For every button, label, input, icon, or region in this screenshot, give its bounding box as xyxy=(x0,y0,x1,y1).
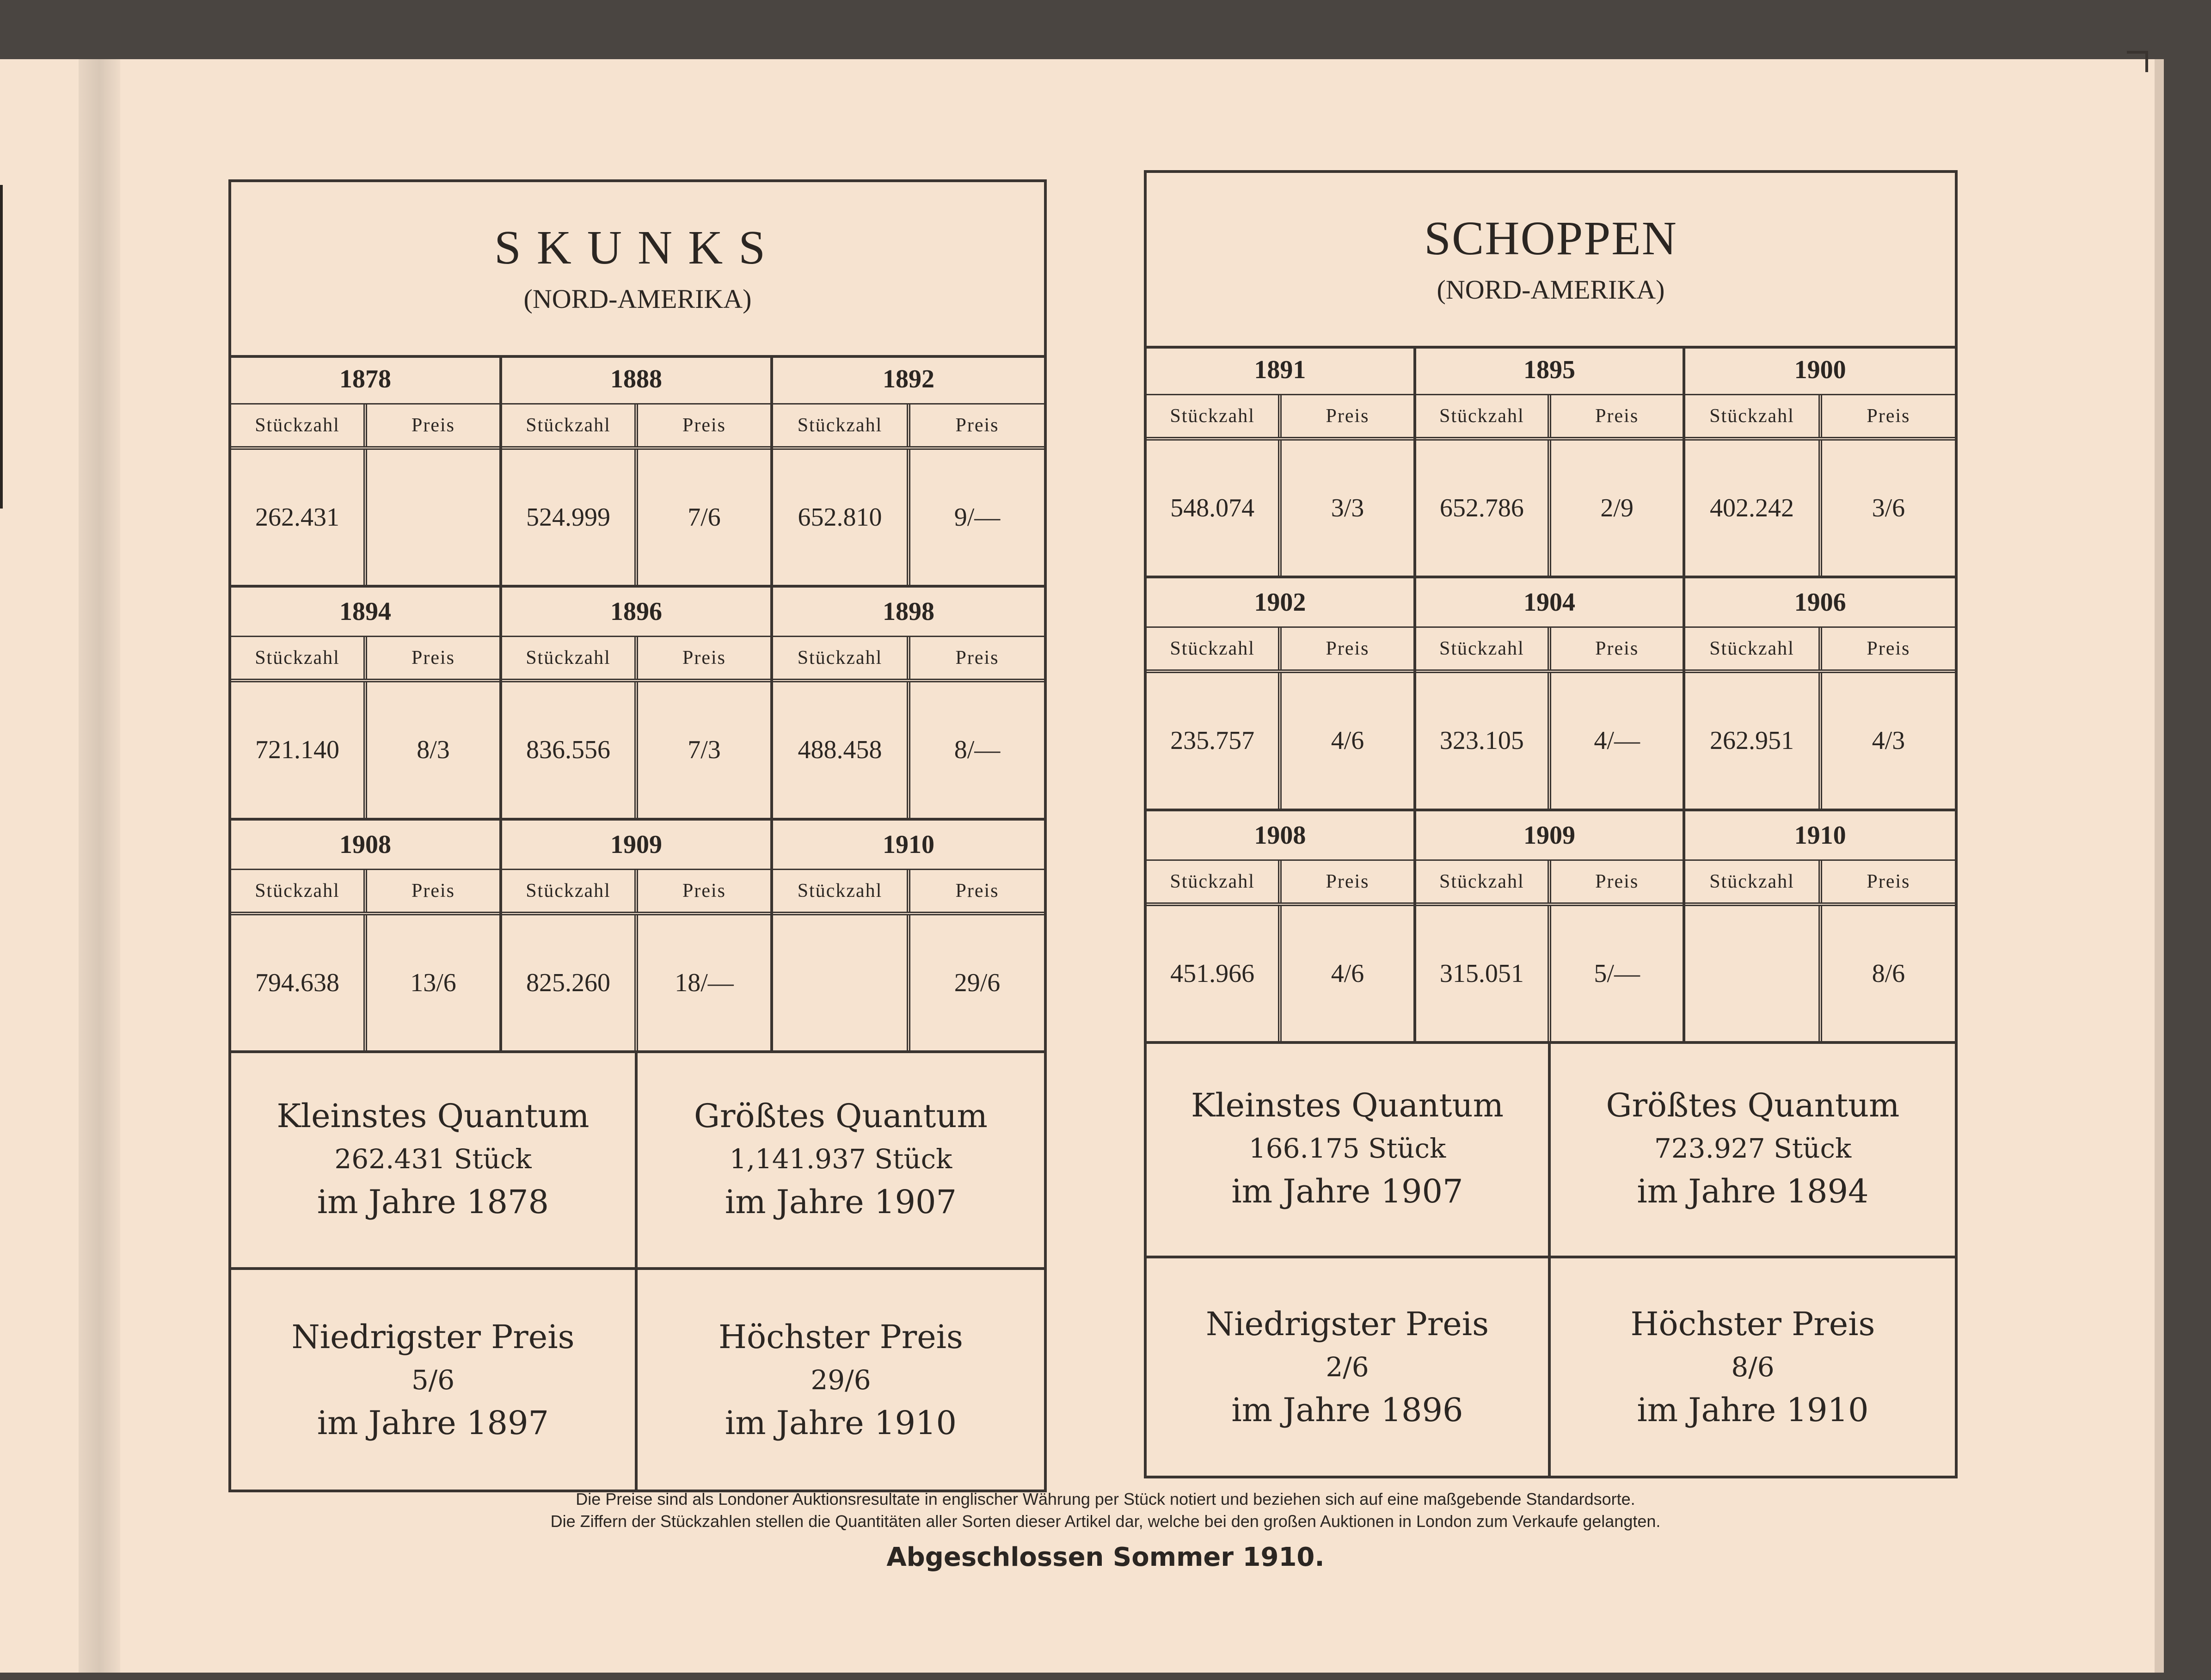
qty-value: 323.105 xyxy=(1416,673,1551,808)
summary-value: 262.431 Stück xyxy=(334,1143,532,1175)
year-block xyxy=(1416,346,1686,578)
footnote-quantities: Die Ziffern der Stückzahlen stellen die Quantitäten aller Sorten dieser Artikel dar, welche bei den großen Auktionen in London zum Verkaufe gelangten. xyxy=(550,1512,1661,1531)
price-header: Preis xyxy=(682,415,726,436)
qty-header: Stückzahl xyxy=(1147,861,1282,902)
page-subtitle: (NORD-AMERIKA) xyxy=(523,284,752,314)
skunks-title-box xyxy=(231,182,1044,358)
qty-value: 451.966 xyxy=(1147,906,1282,1041)
skunks-panel xyxy=(228,179,1047,1492)
schoppen-summary xyxy=(1147,1041,1955,1476)
price-header: Preis xyxy=(1867,405,1910,427)
year-block xyxy=(231,355,502,588)
summary-label: Niedrigster Preis xyxy=(291,1318,575,1356)
qty-value: 548.074 xyxy=(1147,441,1282,576)
page-title: SKUNKS xyxy=(494,221,781,274)
schoppen-panel xyxy=(1144,170,1958,1478)
qty-value: 836.556 xyxy=(502,682,638,817)
price-header: Preis xyxy=(1595,871,1639,892)
schoppen-year-grid xyxy=(1147,346,1955,1044)
price-value: 4/— xyxy=(1594,726,1640,755)
qty-value xyxy=(773,915,910,1050)
price-header: Preis xyxy=(1867,871,1910,892)
qty-value: 794.638 xyxy=(231,915,367,1050)
year-block xyxy=(1147,578,1416,811)
summary-value: 2/6 xyxy=(1326,1351,1369,1383)
price-value: 8/3 xyxy=(417,736,450,765)
price-value: 3/6 xyxy=(1872,494,1905,523)
summary-cell xyxy=(638,1050,1044,1270)
year-label: 1900 xyxy=(1685,346,1955,395)
year-block xyxy=(1147,811,1416,1044)
year-block xyxy=(502,355,773,588)
year-label: 1902 xyxy=(1147,578,1413,628)
qty-header: Stückzahl xyxy=(502,870,638,912)
year-block xyxy=(773,821,1044,1053)
schoppen-title-box xyxy=(1147,173,1955,349)
price-header: Preis xyxy=(682,880,726,901)
year-label: 1910 xyxy=(773,821,1044,870)
qty-header: Stückzahl xyxy=(1685,861,1822,902)
summary-label: Größtes Quantum xyxy=(694,1097,988,1135)
skunks-year-grid xyxy=(231,355,1044,1053)
qty-header: Stückzahl xyxy=(1416,395,1551,437)
price-value: 4/3 xyxy=(1872,726,1905,755)
summary-year: im Jahre 1894 xyxy=(1637,1172,1869,1210)
qty-header: Stückzahl xyxy=(773,637,910,679)
year-label: 1892 xyxy=(773,355,1044,405)
price-header: Preis xyxy=(1326,871,1370,892)
year-block xyxy=(1685,346,1955,578)
price-value: 8/6 xyxy=(1872,959,1905,988)
year-label: 1909 xyxy=(502,821,770,870)
footnote-prices: Die Preise sind als Londoner Auktionsresultate in englischer Währung per Stück notiert und beziehen sich auf eine maßgebende Standardsorte. xyxy=(576,1490,1635,1508)
year-block xyxy=(773,355,1044,588)
qty-header: Stückzahl xyxy=(502,405,638,446)
price-value: 8/— xyxy=(954,736,1001,765)
qty-header: Stückzahl xyxy=(1147,628,1282,669)
summary-year: im Jahre 1878 xyxy=(317,1183,549,1221)
year-label: 1888 xyxy=(502,355,770,405)
qty-value: 262.951 xyxy=(1685,673,1822,808)
price-value: 4/6 xyxy=(1331,959,1364,988)
year-label: 1894 xyxy=(231,588,499,637)
summary-label: Niedrigster Preis xyxy=(1205,1305,1489,1343)
price-header: Preis xyxy=(1595,405,1639,427)
price-header: Preis xyxy=(411,647,455,669)
year-block xyxy=(231,588,502,820)
qty-value: 825.260 xyxy=(502,915,638,1050)
year-label: 1904 xyxy=(1416,578,1683,628)
year-block xyxy=(502,588,773,820)
qty-header: Stückzahl xyxy=(231,637,367,679)
qty-value: 315.051 xyxy=(1416,906,1551,1041)
year-label: 1895 xyxy=(1416,346,1683,395)
year-label: 1909 xyxy=(1416,811,1683,861)
summary-year: im Jahre 1910 xyxy=(725,1404,957,1442)
year-label: 1896 xyxy=(502,588,770,637)
year-block xyxy=(231,821,502,1053)
year-label: 1908 xyxy=(1147,811,1413,861)
year-label: 1908 xyxy=(231,821,499,870)
summary-value: 5/6 xyxy=(411,1364,455,1396)
page-subtitle: (NORD-AMERIKA) xyxy=(1437,275,1665,305)
summary-label: Kleinstes Quantum xyxy=(276,1097,590,1135)
summary-value: 723.927 Stück xyxy=(1654,1133,1852,1164)
price-header: Preis xyxy=(411,415,455,436)
year-block xyxy=(1685,578,1955,811)
price-header: Preis xyxy=(955,415,999,436)
price-header: Preis xyxy=(1326,638,1370,660)
price-value: 7/6 xyxy=(688,503,721,532)
summary-cell xyxy=(231,1270,638,1490)
year-block xyxy=(1416,811,1686,1044)
qty-header: Stückzahl xyxy=(773,870,910,912)
year-label: 1910 xyxy=(1685,811,1955,861)
skunks-summary xyxy=(231,1050,1044,1490)
summary-year: im Jahre 1907 xyxy=(1231,1172,1463,1210)
qty-value: 524.999 xyxy=(502,450,638,585)
qty-value: 652.810 xyxy=(773,450,910,585)
price-header: Preis xyxy=(1326,405,1370,427)
price-header: Preis xyxy=(955,880,999,901)
price-value: 2/9 xyxy=(1600,494,1634,523)
year-block xyxy=(1416,578,1686,811)
summary-cell xyxy=(231,1050,638,1270)
price-header: Preis xyxy=(1867,638,1910,660)
qty-value: 262.431 xyxy=(231,450,367,585)
qty-header: Stückzahl xyxy=(231,870,367,912)
book-spine xyxy=(79,59,120,1673)
price-value: 5/— xyxy=(1594,959,1640,988)
qty-header: Stückzahl xyxy=(502,637,638,679)
year-label: 1878 xyxy=(231,355,499,405)
qty-header: Stückzahl xyxy=(1685,628,1822,669)
summary-year: im Jahre 1897 xyxy=(317,1404,549,1442)
year-block xyxy=(1685,811,1955,1044)
price-value: 29/6 xyxy=(954,968,1001,997)
qty-value xyxy=(1685,906,1822,1041)
summary-value: 1,141.937 Stück xyxy=(729,1143,952,1175)
price-value xyxy=(367,450,499,585)
summary-label: Größtes Quantum xyxy=(1606,1086,1900,1124)
summary-year: im Jahre 1896 xyxy=(1231,1391,1463,1429)
page-edge xyxy=(0,185,3,509)
qty-header: Stückzahl xyxy=(231,405,367,446)
summary-value: 29/6 xyxy=(811,1364,871,1396)
year-block xyxy=(502,821,773,1053)
year-block xyxy=(773,588,1044,820)
qty-header: Stückzahl xyxy=(1416,861,1551,902)
qty-value: 721.140 xyxy=(231,682,367,817)
price-value: 4/6 xyxy=(1331,726,1364,755)
qty-header: Stückzahl xyxy=(773,405,910,446)
price-header: Preis xyxy=(411,880,455,901)
price-value: 9/— xyxy=(954,503,1001,532)
price-value: 3/3 xyxy=(1331,494,1364,523)
qty-header: Stückzahl xyxy=(1147,395,1282,437)
price-value: 7/3 xyxy=(688,736,721,765)
year-label: 1906 xyxy=(1685,578,1955,628)
page-title: SCHOPPEN xyxy=(1424,212,1677,265)
price-header: Preis xyxy=(1595,638,1639,660)
summary-cell xyxy=(1551,1258,1955,1476)
summary-value: 8/6 xyxy=(1731,1351,1775,1383)
price-value: 18/— xyxy=(675,968,734,997)
qty-value: 652.786 xyxy=(1416,441,1551,576)
qty-value: 235.757 xyxy=(1147,673,1282,808)
qty-header: Stückzahl xyxy=(1416,628,1551,669)
price-header: Preis xyxy=(955,647,999,669)
qty-header: Stückzahl xyxy=(1685,395,1822,437)
year-block xyxy=(1147,346,1416,578)
summary-cell xyxy=(1551,1041,1955,1258)
year-label: 1898 xyxy=(773,588,1044,637)
summary-year: im Jahre 1907 xyxy=(725,1183,957,1221)
summary-label: Kleinstes Quantum xyxy=(1191,1086,1504,1124)
summary-value: 166.175 Stück xyxy=(1248,1133,1446,1164)
price-value: 13/6 xyxy=(410,968,456,997)
closing-line: Abgeschlossen Sommer 1910. xyxy=(886,1542,1325,1572)
page-corner xyxy=(2127,51,2148,72)
summary-cell xyxy=(1147,1258,1551,1476)
summary-label: Höchster Preis xyxy=(719,1318,963,1356)
summary-cell xyxy=(1147,1041,1551,1258)
page-edge-right xyxy=(2155,59,2164,1673)
summary-label: Höchster Preis xyxy=(1630,1305,1875,1343)
year-label: 1891 xyxy=(1147,346,1413,395)
summary-cell xyxy=(638,1270,1044,1490)
qty-value: 402.242 xyxy=(1685,441,1822,576)
price-header: Preis xyxy=(682,647,726,669)
qty-value: 488.458 xyxy=(773,682,910,817)
summary-year: im Jahre 1910 xyxy=(1637,1391,1869,1429)
